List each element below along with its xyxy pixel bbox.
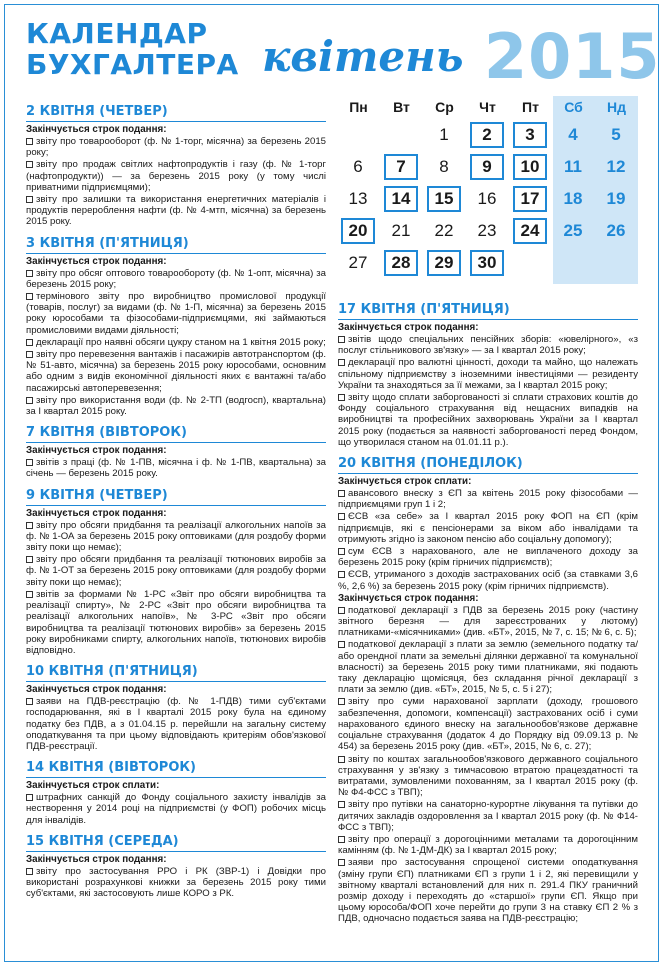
deadline-item-text: звітів щодо спеціальних пенсійних зборів: «ювелірного», «з послуг стільникового зв'язку» — за I квартал 2015 року; [338,334,638,357]
deadline-item-text: звіту про застосування РРО і РК (ЗВР-1) і Довідки про використані розрахункові книжки за березень 2015 року тими суб'єктами, які застосовують лише КОРО з РК. [26,865,326,900]
deadline-item [338,696,638,752]
calendar-day: 28 [384,250,418,276]
deadline-subheading: Закінчується строк подання: [26,507,167,519]
deadline-item-text: звітів з праці (ф. № 1-ПВ, місячна і ф. № 1-ПВ, квартальна) за січень — березень 2015 року. [26,457,326,480]
calendar-day: 22 [434,221,454,240]
deadline-item-text: авансового внеску з ЄП за квітень 2015 року фізособами — підприємцями груп 1 і 2; [338,488,638,511]
section-heading: 15 КВІТНЯ (СЕРЕДА) [26,834,326,852]
deadline-item [26,291,326,336]
calendar-day: 27 [348,253,368,272]
deadline-item [26,792,326,826]
right-column [338,302,638,933]
calendar-day: 3 [513,122,547,148]
calendar-day: 7 [384,154,418,180]
checkbox-icon[interactable] [26,868,33,875]
checkbox-icon[interactable] [26,794,33,801]
calendar-day: 29 [427,250,461,276]
deadline-item-text: звіту по коштах загальнообов'язкового державного соціального страхування у зв'язку з тимчасовою втратою працездатності та витратами, зумовленими похованням, за I квартал 2015 року (ф. № Ф4-ФСС з ТВП); [338,753,638,799]
calendar-day: 11 [564,157,582,176]
deadline-item-text: звіту щодо сплати заборгованості зі сплати страхових коштів до Фонду соціального страхування від нещасних випадків на виробництві та професійних захворювань України за I квартал 2015 року (подається за наявності заборгованості перед Фондом, що утворилася станом на 01.01.11 р.). [338,392,638,448]
checkbox-icon[interactable] [338,336,345,343]
checkbox-icon[interactable] [338,859,345,866]
weekday-header: Пн [349,99,368,115]
deadline-item [26,268,326,290]
deadline-subheading: Закінчується строк сплати: [26,780,160,792]
deadline-item [26,696,326,752]
calendar-day: 17 [513,186,547,212]
month-calendar [338,96,638,284]
weekday-header: Пт [522,99,539,115]
month-title: квітень [262,32,464,81]
deadline-item [338,334,638,356]
deadline-subheading: Закінчується строк подання: [26,853,167,865]
deadline-item-text: звітів за формами № 1-РС «Звіт про обсяги виробництва та реалізації спирту», № 2-РС «Звіт про обсяги виробництва та реалізації алкогольних напоїв», № 3-РС «Звіт про обсяги виробництва та реалізації тютюнових виробів» за березень 2015 року виробниками спирту, алкогольних напоїв, тютюнових виробів відповідно. [26,588,326,656]
section-heading: 20 КВІТНЯ (ПОНЕДІЛОК) [338,456,638,474]
date-section [26,760,326,826]
calendar-day: 23 [477,221,497,240]
checkbox-icon[interactable] [338,513,345,520]
date-section [338,456,638,925]
deadline-item [26,159,326,193]
checkbox-icon[interactable] [338,607,345,614]
calendar-title [26,18,239,80]
checkbox-icon[interactable] [26,293,33,300]
deadline-item-text: податкової декларації з плати за землю (земельного податку та/або орендної плати за земельні ділянки державної та комунальної власності) за березень 2015 року тими платниками, які подають таку декларацію щомісяця, без складання річної декларації з плати за землю (див. «БТ», 2015, № 5, с. 5 і 27); [338,639,638,696]
calendar-day: 5 [611,125,621,144]
weekday-header: Ср [435,99,454,115]
deadline-item-text: заяви на ПДВ-реєстрацію (ф. № 1-ПДВ) тими суб'єктами господарювання, які в I кварталі 2015 року була на єдиному податку без ПДВ, а з 01.04.15 р. перейшли на загальну систему оподаткування та при цьому відповідають критеріям обов'язкової ПДВ-реєстрації. [26,696,326,752]
deadline-item [338,569,638,591]
checkbox-icon[interactable] [26,351,33,358]
deadline-item-text: звіту про використання води (ф. № 2-ТП (водгосп), квартальна) за I квартал 2015 року. [26,394,326,418]
deadline-item [26,395,326,417]
checkbox-icon[interactable] [338,641,345,648]
date-section [26,664,326,752]
calendar-day: 8 [439,157,449,176]
checkbox-icon[interactable] [26,196,33,203]
checkbox-icon[interactable] [26,556,33,563]
deadline-item [338,511,638,545]
deadline-item-text: звіту про товарооборот (ф. № 1-торг, місячна) за березень 2015 року; [26,136,326,159]
deadline-item [26,349,326,394]
deadline-item-text: звіту про обсяги придбання та реалізації алкогольних напоїв за ф. № 1-ОА за березень 2015 року оптовиками (для роздобу форми звіту поки що немає); [26,519,326,554]
year-title: 2015 [484,20,661,93]
calendar-day: 12 [606,157,626,176]
deadline-item-text: звіту про обсяг оптового товарообороту (ф. № 1-опт, місячна) за березень 2015 року; [26,267,326,290]
section-heading: 10 КВІТНЯ (П'ЯТНИЦЯ) [26,664,326,682]
section-heading: 7 КВІТНЯ (ВІВТОРОК) [26,425,326,443]
deadline-item [26,866,326,900]
deadline-item [26,554,326,588]
calendar-day: 25 [563,221,583,240]
deadline-item [26,457,326,479]
deadline-item [338,857,638,924]
deadline-item-text: термінового звіту про виробництво промислової продукції (товарів, послуг) за видами (ф. № 1-П, місячна) за березень 2015 року юрособами та фізособами-підприємцями, які займаються промисловими видами діяльності; [26,291,326,336]
calendar-day: 13 [348,189,368,208]
checkbox-icon[interactable] [338,836,345,843]
deadline-item [338,834,638,856]
deadline-item-text: звіту про залишки та використання енергетичних матеріалів і продуктів перероблення нафти (ф. № 4-мтп, місячна) за березень 2015 року. [26,194,326,228]
calendar-day: 26 [606,221,626,240]
calendar-day: 30 [470,250,504,276]
checkbox-icon[interactable] [26,397,33,404]
deadline-item-text: звіту про перевезення вантажів і пасажирів автотранспортом (ф. № 51-авто, місячна) за березень 2015 року юрособами, основним або одним з видів економічної діяльності яких є вантажні та/або пасажирські автоперевезення; [26,349,326,394]
deadline-item [338,357,638,391]
calendar-day: 14 [384,186,418,212]
date-section [26,104,326,228]
calendar-day: 6 [353,157,363,176]
weekday-header: Вт [393,99,410,115]
checkbox-icon[interactable] [26,138,33,145]
deadline-item [338,754,638,799]
checkbox-icon[interactable] [338,394,345,401]
deadline-subheading: Закінчується строк подання: [26,684,167,696]
deadline-item [26,589,326,656]
checkbox-icon[interactable] [26,339,33,346]
weekday-header: Чт [479,99,496,115]
calendar-day: 18 [563,189,583,208]
section-heading: 17 КВІТНЯ (П'ЯТНИЦЯ) [338,302,638,320]
calendar-day: 24 [513,218,547,244]
calendar-day: 15 [427,186,461,212]
date-section [338,302,638,448]
deadline-item-text: декларації про наявні обсяги цукру станом на 1 квітня 2015 року; [36,336,326,348]
deadline-item-text: звіту про обсяги придбання та реалізації тютюнових виробів за ф. № 1-ОТ за березень 2015 року оптовиками (для роздобу форми звіту поки що немає); [26,554,326,588]
checkbox-icon[interactable] [26,591,33,598]
deadline-item-text: ЄСВ, утриманого з доходів застрахованих осіб (за ставками 3,6 %, 2,6 %) за березень 2015 року (крім гірничих підприємств). [338,569,638,592]
deadline-item-text: звіту про путівки на санаторно-курортне лікування та путівки до дитячих закладів оздоровлення за I квартал 2015 року (ф. № Ф14-ФСС з ТВП); [338,799,638,833]
checkbox-icon[interactable] [338,698,345,705]
date-section [26,425,326,479]
calendar-day: 20 [341,218,375,244]
calendar-day: 16 [477,189,497,208]
deadline-subheading: Закінчується строк подання: [26,255,167,267]
deadline-subheading: Закінчується строк подання: [26,124,167,135]
deadline-item [26,337,326,348]
calendar-day: 2 [470,122,504,148]
deadline-item-text: звіту про продаж світлих нафтопродуктів і газу (ф. № 1-торг (нафтопродукти)) — за березень 2015 року (у тому числі приватними підприємцями); [26,159,326,193]
calendar-day: 1 [439,125,449,144]
checkbox-icon[interactable] [338,571,345,578]
deadline-item [338,546,638,568]
deadline-item [338,799,638,833]
section-heading: 3 КВІТНЯ (П'ЯТНИЦЯ) [26,236,326,254]
left-column [26,104,326,907]
deadline-item-text: декларації про валютні цінності, доходи та майно, що належать спільному підприємству з іноземними інвестиціями — резиденту України та знаходяться за її межами, за I квартал 2015 року; [338,357,638,391]
section-heading: 14 КВІТНЯ (ВІВТОРОК) [26,760,326,778]
deadline-item [26,520,326,554]
deadline-item-text: звіту про суми нарахованої зарплати (доходу, грошового забезпечення, допомоги, компенсації) застрахованих осіб і суми нарахованого єдиного внеску на загальнообов'язкове державне соціальне страхування (додаток 4 до Порядку від 09.09.13 р. № 454) за березень 2015 року (див. «БТ», 2015, № 6, с. 27); [338,696,638,753]
deadline-item [338,392,638,448]
checkbox-icon[interactable] [338,490,345,497]
checkbox-icon[interactable] [26,459,33,466]
date-section [26,834,326,900]
deadline-item [26,194,326,228]
calendar-day: 10 [513,154,547,180]
deadline-item-text: сум ЄСВ з нарахованого, але не виплаченого доходу за березень 2015 року (крім гірничих підприємств); [338,546,638,569]
deadline-subheading: Закінчується строк подання: [338,322,479,333]
checkbox-icon[interactable] [338,756,345,763]
checkbox-icon[interactable] [26,522,33,529]
calendar-day: 9 [470,154,504,180]
deadline-item-text: звіту про операції з дорогоцінними металами та дорогоцінним камінням (ф. № 1-ДМ-ДК) за I квартал 2015 року; [338,833,638,857]
deadline-item [338,488,638,510]
deadline-subheading: Закінчується строк подання: [338,592,479,604]
deadline-item [338,605,638,639]
date-section [26,488,326,656]
title-line-1: КАЛЕНДАР [26,17,208,50]
weekday-header: Сб [564,99,583,115]
weekday-header: Нд [607,99,626,115]
calendar-day: 4 [568,125,578,144]
deadline-item [338,639,638,695]
deadline-item-text: заяви про застосування спрощеної системи оподаткування (зміну групи ЄП) платниками ЄП з групи 1 і 2, які перевищили у звітному кварталі встановлений для них п. 291.4 ПКУ граничний розмір доходу і переходять до «старшої» групи ЄП. Якщо при цьому юрособа/ФОП хоче перейти до групи 3 на ставку ЄП 2 % з ПДВ, одночасно подається заява на ПДВ-реєстрацію; [338,857,638,925]
deadline-item-text: ЄСВ «за себе» за I квартал 2015 року ФОП на ЄП (крім підприємців, які є пенсіонерами за віком або інвалідами та отримують згідно із законом пенсію або соціальну допомогу); [338,511,638,545]
deadline-subheading: Закінчується строк сплати: [338,476,472,488]
checkbox-icon[interactable] [26,698,33,705]
checkbox-icon[interactable] [26,270,33,277]
date-section [26,236,326,418]
deadline-item-text: податкової декларації з ПДВ за березень 2015 року (частину звітного березня — для зареєстрованих у лютому) платниками-«місячниками» (див. «БТ», 2015, № 7, с. 15; № 6, с. 5); [338,604,638,639]
checkbox-icon[interactable] [338,548,345,555]
deadline-item [26,136,326,158]
checkbox-icon[interactable] [338,359,345,366]
deadline-item-text: штрафних санкцій до Фонду соціального захисту інвалідів за нестворення у 2014 році на підприємстві (у ФОП) робочих місць для інвалідів. [26,792,326,826]
title-line-2: БУХГАЛТЕРА [26,48,239,81]
checkbox-icon[interactable] [338,801,345,808]
section-heading: 9 КВІТНЯ (ЧЕТВЕР) [26,488,326,506]
calendar-day: 19 [606,189,626,208]
deadline-subheading: Закінчується строк подання: [26,445,167,457]
checkbox-icon[interactable] [26,161,33,168]
calendar-day: 21 [391,221,411,240]
section-heading: 2 КВІТНЯ (ЧЕТВЕР) [26,104,326,122]
